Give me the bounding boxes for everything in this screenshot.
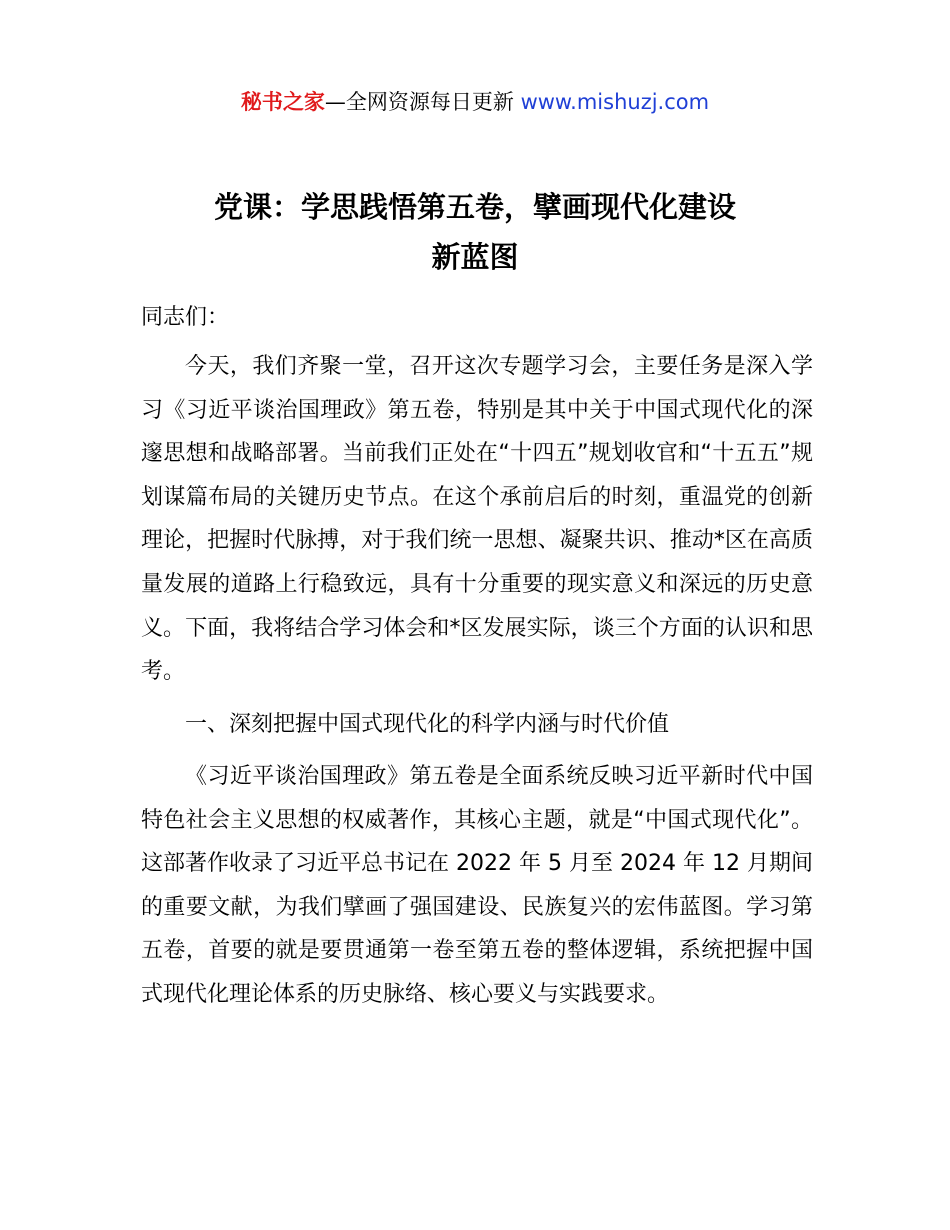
- section-heading-1: [141, 703, 813, 747]
- title-line-2: 新蓝图: [431, 240, 519, 274]
- document-title: [130, 182, 820, 282]
- greeting: [141, 296, 813, 340]
- section-heading-1-text: 一、深刻把握中国式现代化的科学内涵与时代价值: [185, 712, 670, 737]
- brand-name: 秘书之家: [240, 90, 325, 114]
- paragraph-section-1: [141, 755, 813, 1017]
- site-url-link[interactable]: www.mishuzj.com: [520, 90, 710, 114]
- paragraph-intro: [141, 345, 813, 694]
- paragraph-section-1-text: 《习近平谈治国理政》第五卷是全面系统反映习近平新时代中国特色社会主义思想的权威著作，其核心主题，就是“中国式现代化”。这部著作收录了习近平总书记在 2022 年 5 月至 2024 年 12 月期间的重要文献，为我们擘画了强国建设、民族复兴的宏伟蓝图。学习第五卷，首要的就是要贯通第一卷至第五卷的整体逻辑，系统把握中国式现代化理论体系的历史脉络、核心要义与实践要求。: [141, 764, 813, 1007]
- paragraph-intro-text: 今天，我们齐聚一堂，召开这次专题学习会，主要任务是深入学习《习近平谈治国理政》第五卷，特别是其中关于中国式现代化的深邃思想和战略部署。当前我们正处在“十四五”规划收官和“十五五”规划谋篇布局的关键历史节点。在这个承前启后的时刻，重温党的创新理论，把握时代脉搏，对于我们统一思想、凝聚共识、推动*区在高质量发展的道路上行稳致远，具有十分重要的现实意义和深远的历史意义。下面，我将结合学习体会和*区发展实际，谈三个方面的认识和思考。: [141, 354, 813, 685]
- greeting-text: 同志们：: [141, 305, 230, 330]
- site-header: [0, 86, 950, 118]
- title-line-1: 党课：学思践悟第五卷，擘画现代化建设: [213, 190, 736, 224]
- header-tagline: —全网资源每日更新: [324, 90, 521, 114]
